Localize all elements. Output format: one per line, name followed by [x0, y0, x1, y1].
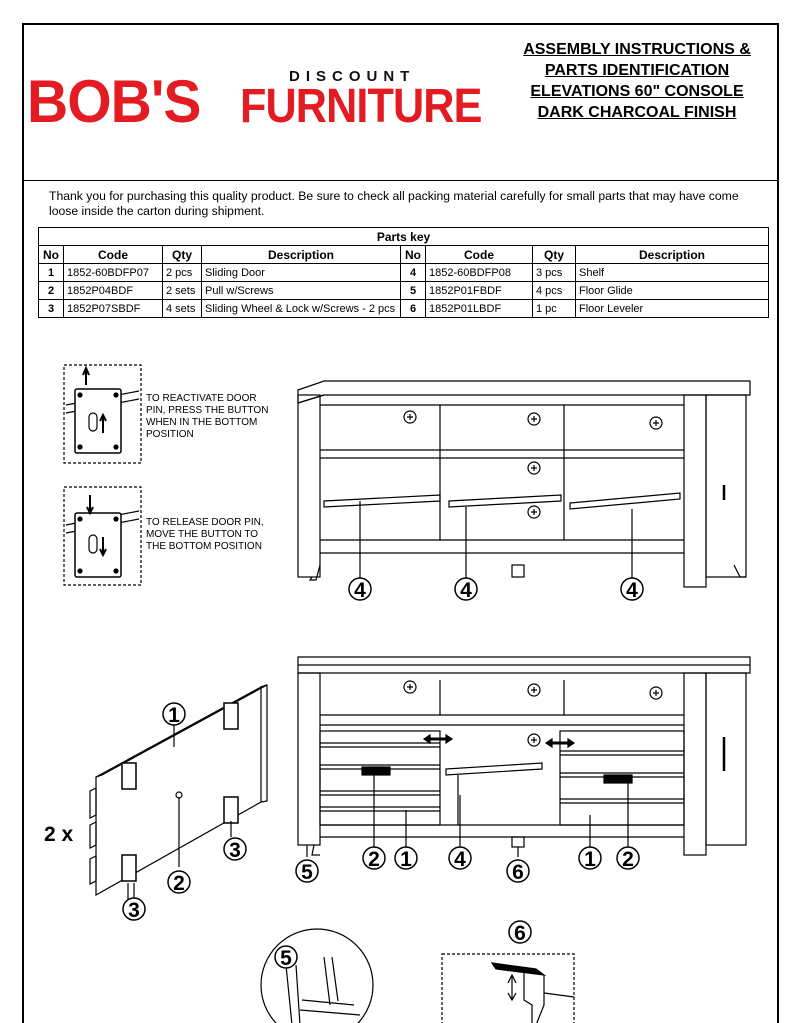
cell-no: 1	[39, 264, 64, 282]
cell-no: 6	[401, 300, 426, 318]
col-header: Description	[576, 246, 769, 264]
callout-label: 4	[460, 579, 472, 602]
callout-label: 3	[128, 899, 140, 922]
col-header: Qty	[163, 246, 202, 264]
logo-furniture-text: FURNITURE	[240, 80, 482, 133]
cell-qty: 3 pcs	[533, 264, 576, 282]
cell-no: 5	[401, 282, 426, 300]
cell-desc: Pull w/Screws	[202, 282, 401, 300]
cell-desc: Floor Glide	[576, 282, 769, 300]
title-line: DARK CHARCOAL FINISH	[537, 104, 737, 121]
note-line: PIN, PRESS THE BUTTON	[146, 405, 269, 416]
console-doors-illustration	[298, 657, 750, 857]
intro-text: Thank you for purchasing this quality product. Be sure to check all packing material carefully for small parts that may have come loose inside the carton during shipment.	[49, 189, 739, 218]
cell-qty: 4 pcs	[533, 282, 576, 300]
callout-label: 5	[301, 861, 313, 884]
cell-no: 2	[39, 282, 64, 300]
door-pin-reactivate-illustration	[64, 365, 141, 463]
title-line: ASSEMBLY INSTRUCTIONS &	[523, 41, 751, 58]
cell-qty: 4 sets	[163, 300, 202, 318]
callout-label: 2	[368, 848, 380, 871]
cell-no: 3	[39, 300, 64, 318]
logo-bobs-text: BOB'S	[27, 68, 201, 135]
callout-label: 3	[229, 839, 241, 862]
cell-qty: 1 pc	[533, 300, 576, 318]
door-pin-release-illustration	[64, 487, 141, 585]
col-header: Description	[202, 246, 401, 264]
note-line: TO REACTIVATE DOOR	[146, 393, 257, 404]
assembly-drawings	[24, 25, 779, 1023]
col-header: No	[39, 246, 64, 264]
cell-code: 1852P07SBDF	[64, 300, 163, 318]
callout-label: 1	[400, 848, 412, 871]
instruction-sheet	[22, 23, 779, 1023]
cell-desc: Shelf	[576, 264, 769, 282]
cell-code: 1852P01FBDF	[426, 282, 533, 300]
note-line: POSITION	[146, 429, 194, 440]
title-line: PARTS IDENTIFICATION	[544, 62, 730, 79]
callout-label: 6	[514, 922, 526, 945]
cell-desc: Floor Leveler	[576, 300, 769, 318]
cell-qty: 2 sets	[163, 282, 202, 300]
quantity-multiplier: 2 x	[44, 823, 74, 846]
callout-label: 5	[280, 947, 292, 970]
callout-label: 4	[626, 579, 638, 602]
col-header: Code	[426, 246, 533, 264]
callout-label: 4	[354, 579, 366, 602]
logo-discount-text: DISCOUNT	[289, 68, 416, 85]
parts-key-title: Parts key	[39, 228, 769, 246]
col-header: Code	[64, 246, 163, 264]
console-shelves-illustration	[298, 381, 750, 587]
note-line: THE BOTTOM POSITION	[146, 541, 262, 552]
cell-code: 1852P04BDF	[64, 282, 163, 300]
callout-label: 1	[168, 704, 180, 727]
col-header: Qty	[533, 246, 576, 264]
cell-no: 4	[401, 264, 426, 282]
top-margin	[0, 0, 799, 24]
col-header: No	[401, 246, 426, 264]
note-line: WHEN IN THE BOTTOM	[146, 417, 258, 428]
callout-label: 2	[173, 872, 185, 895]
note-line: MOVE THE BUTTON TO	[146, 529, 259, 540]
floor-leveler-detail	[442, 954, 574, 1023]
cell-qty: 2 pcs	[163, 264, 202, 282]
cell-desc: Sliding Wheel & Lock w/Screws - 2 pcs	[202, 300, 401, 318]
cell-code: 1852-60BDFP08	[426, 264, 533, 282]
cell-desc: Sliding Door	[202, 264, 401, 282]
callout-label: 1	[584, 848, 596, 871]
title-line: ELEVATIONS 60" CONSOLE	[530, 83, 744, 100]
cell-code: 1852-60BDFP07	[64, 264, 163, 282]
callout-label: 4	[454, 848, 466, 871]
callout-label: 6	[512, 861, 524, 884]
floor-glide-detail	[261, 929, 373, 1023]
callout-label: 2	[622, 848, 634, 871]
cell-code: 1852P01LBDF	[426, 300, 533, 318]
note-line: TO RELEASE DOOR PIN,	[146, 517, 264, 528]
